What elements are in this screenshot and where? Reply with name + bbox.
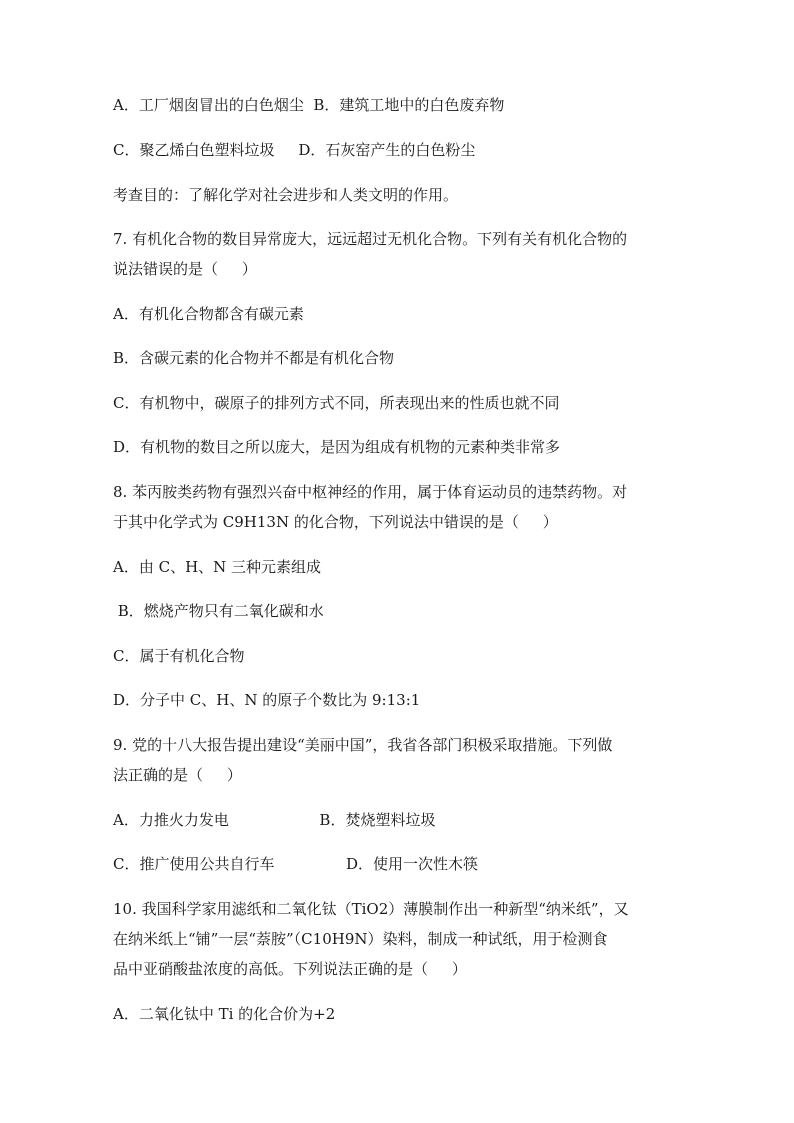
q8-option-a: A．由 C、H、N 三种元素组成 bbox=[113, 558, 322, 576]
q6-option-a-b: A．工厂烟囱冒出的白色烟尘 B．建筑工地中的白色废弃物 bbox=[113, 96, 505, 114]
q7-stem-line-1: 7. 有机化合物的数目异常庞大，远远超过无机化合物。下列有关有机化合物的 bbox=[113, 230, 628, 248]
q7-option-a: A．有机化合物都含有碳元素 bbox=[113, 305, 304, 323]
q7-option-b: B．含碳元素的化合物并不都是有机化合物 bbox=[113, 349, 395, 367]
q7-option-d: D．有机物的数目之所以庞大，是因为组成有机物的元素种类非常多 bbox=[113, 438, 561, 456]
q10-stem-line-3: 品中亚硝酸盐浓度的高低。下列说法正确的是（ ） bbox=[113, 960, 467, 978]
q9-option-a-b: A．力推火力发电 B．焚烧塑料垃圾 bbox=[113, 811, 436, 829]
q10-stem-line-2: 在纳米纸上“铺”一层“萘胺”（C10H9N）染料，制成一种试纸，用于检测食 bbox=[113, 930, 608, 948]
q10-stem-line-1: 10. 我国科学家用滤纸和二氧化钛（TiO2）薄膜制作出一种新型“纳米纸”，又 bbox=[113, 900, 629, 918]
q6-exam-purpose: 考查目的：了解化学对社会进步和人类文明的作用。 bbox=[113, 186, 459, 204]
q8-stem-line-1: 8. 苯丙胺类药物有强烈兴奋中枢神经的作用，属于体育运动员的违禁药物。对 bbox=[113, 483, 628, 501]
q8-option-b: B．燃烧产物只有二氧化碳和水 bbox=[113, 602, 324, 620]
q6-option-c-d: C．聚乙烯白色塑料垃圾 D．石灰窑产生的白色粉尘 bbox=[113, 141, 476, 159]
q9-stem-line-2: 法正确的是（ ） bbox=[113, 766, 242, 784]
q9-option-c-d: C．推广使用公共自行车 D．使用一次性木筷 bbox=[113, 855, 479, 873]
q10-option-a: A．二氧化钛中 Ti 的化合价为+2 bbox=[113, 1005, 336, 1023]
q7-option-c: C．有机物中，碳原子的排列方式不同，所表现出来的性质也就不同 bbox=[113, 394, 560, 412]
q9-stem-line-1: 9. 党的十八大报告提出建设“美丽中国”，我省各部门积极采取措施。下列做 bbox=[113, 736, 613, 754]
q8-option-d: D．分子中 C、H、N 的原子个数比为 9:13:1 bbox=[113, 691, 421, 709]
q8-stem-line-2: 于其中化学式为 C9H13N 的化合物，下列说法中错误的是（ ） bbox=[113, 513, 558, 531]
q8-option-c: C．属于有机化合物 bbox=[113, 647, 245, 665]
q7-stem-line-2: 说法错误的是（ ） bbox=[113, 260, 257, 278]
